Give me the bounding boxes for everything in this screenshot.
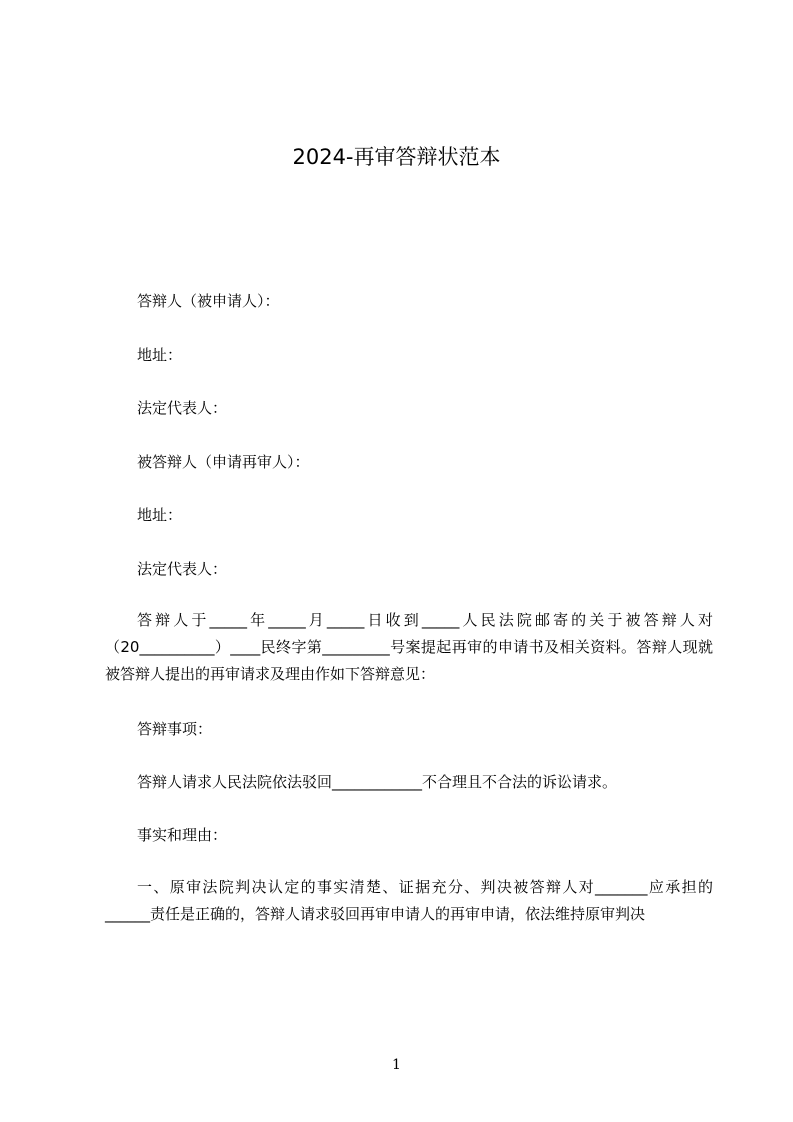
page-number: 1 [392, 1057, 401, 1073]
respondent-label: 答辩人（被申请人）： [137, 292, 280, 310]
respondent-address-label: 地址： [137, 346, 183, 364]
applicant-legal-rep-label: 法定代表人： [137, 560, 228, 578]
applicant-label: 被答辩人（申请再审人）： [137, 453, 310, 471]
facts-heading: 事实和理由： [137, 826, 228, 844]
respondent-legal-rep-label: 法定代表人： [137, 399, 228, 417]
matters-text: 答辩人请求人民法院依法驳回____________不合理且不合法的诉讼请求。 [137, 773, 618, 791]
document-title: 2024-再审答辩状范本 [292, 145, 501, 169]
point-one-paragraph: 一、原审法院判决认定的事实清楚、证据充分、判决被答辩人对_______应承担的______责任是正确的，答辩人请求驳回再审申请人的再审申请，依法维持原审判决 [105, 878, 713, 923]
matters-heading: 答辩事项： [137, 720, 213, 738]
intro-paragraph: 答辩人于_____年_____月_____日收到_____人民法院邮寄的关于被答辩人对（20__________）____民终字第_________号案提起再审的申请书及相关资料。答辩人现就被答辩人提出的再审请求及理由作如下答辩意见： [105, 611, 713, 683]
applicant-address-label: 地址： [137, 506, 183, 524]
